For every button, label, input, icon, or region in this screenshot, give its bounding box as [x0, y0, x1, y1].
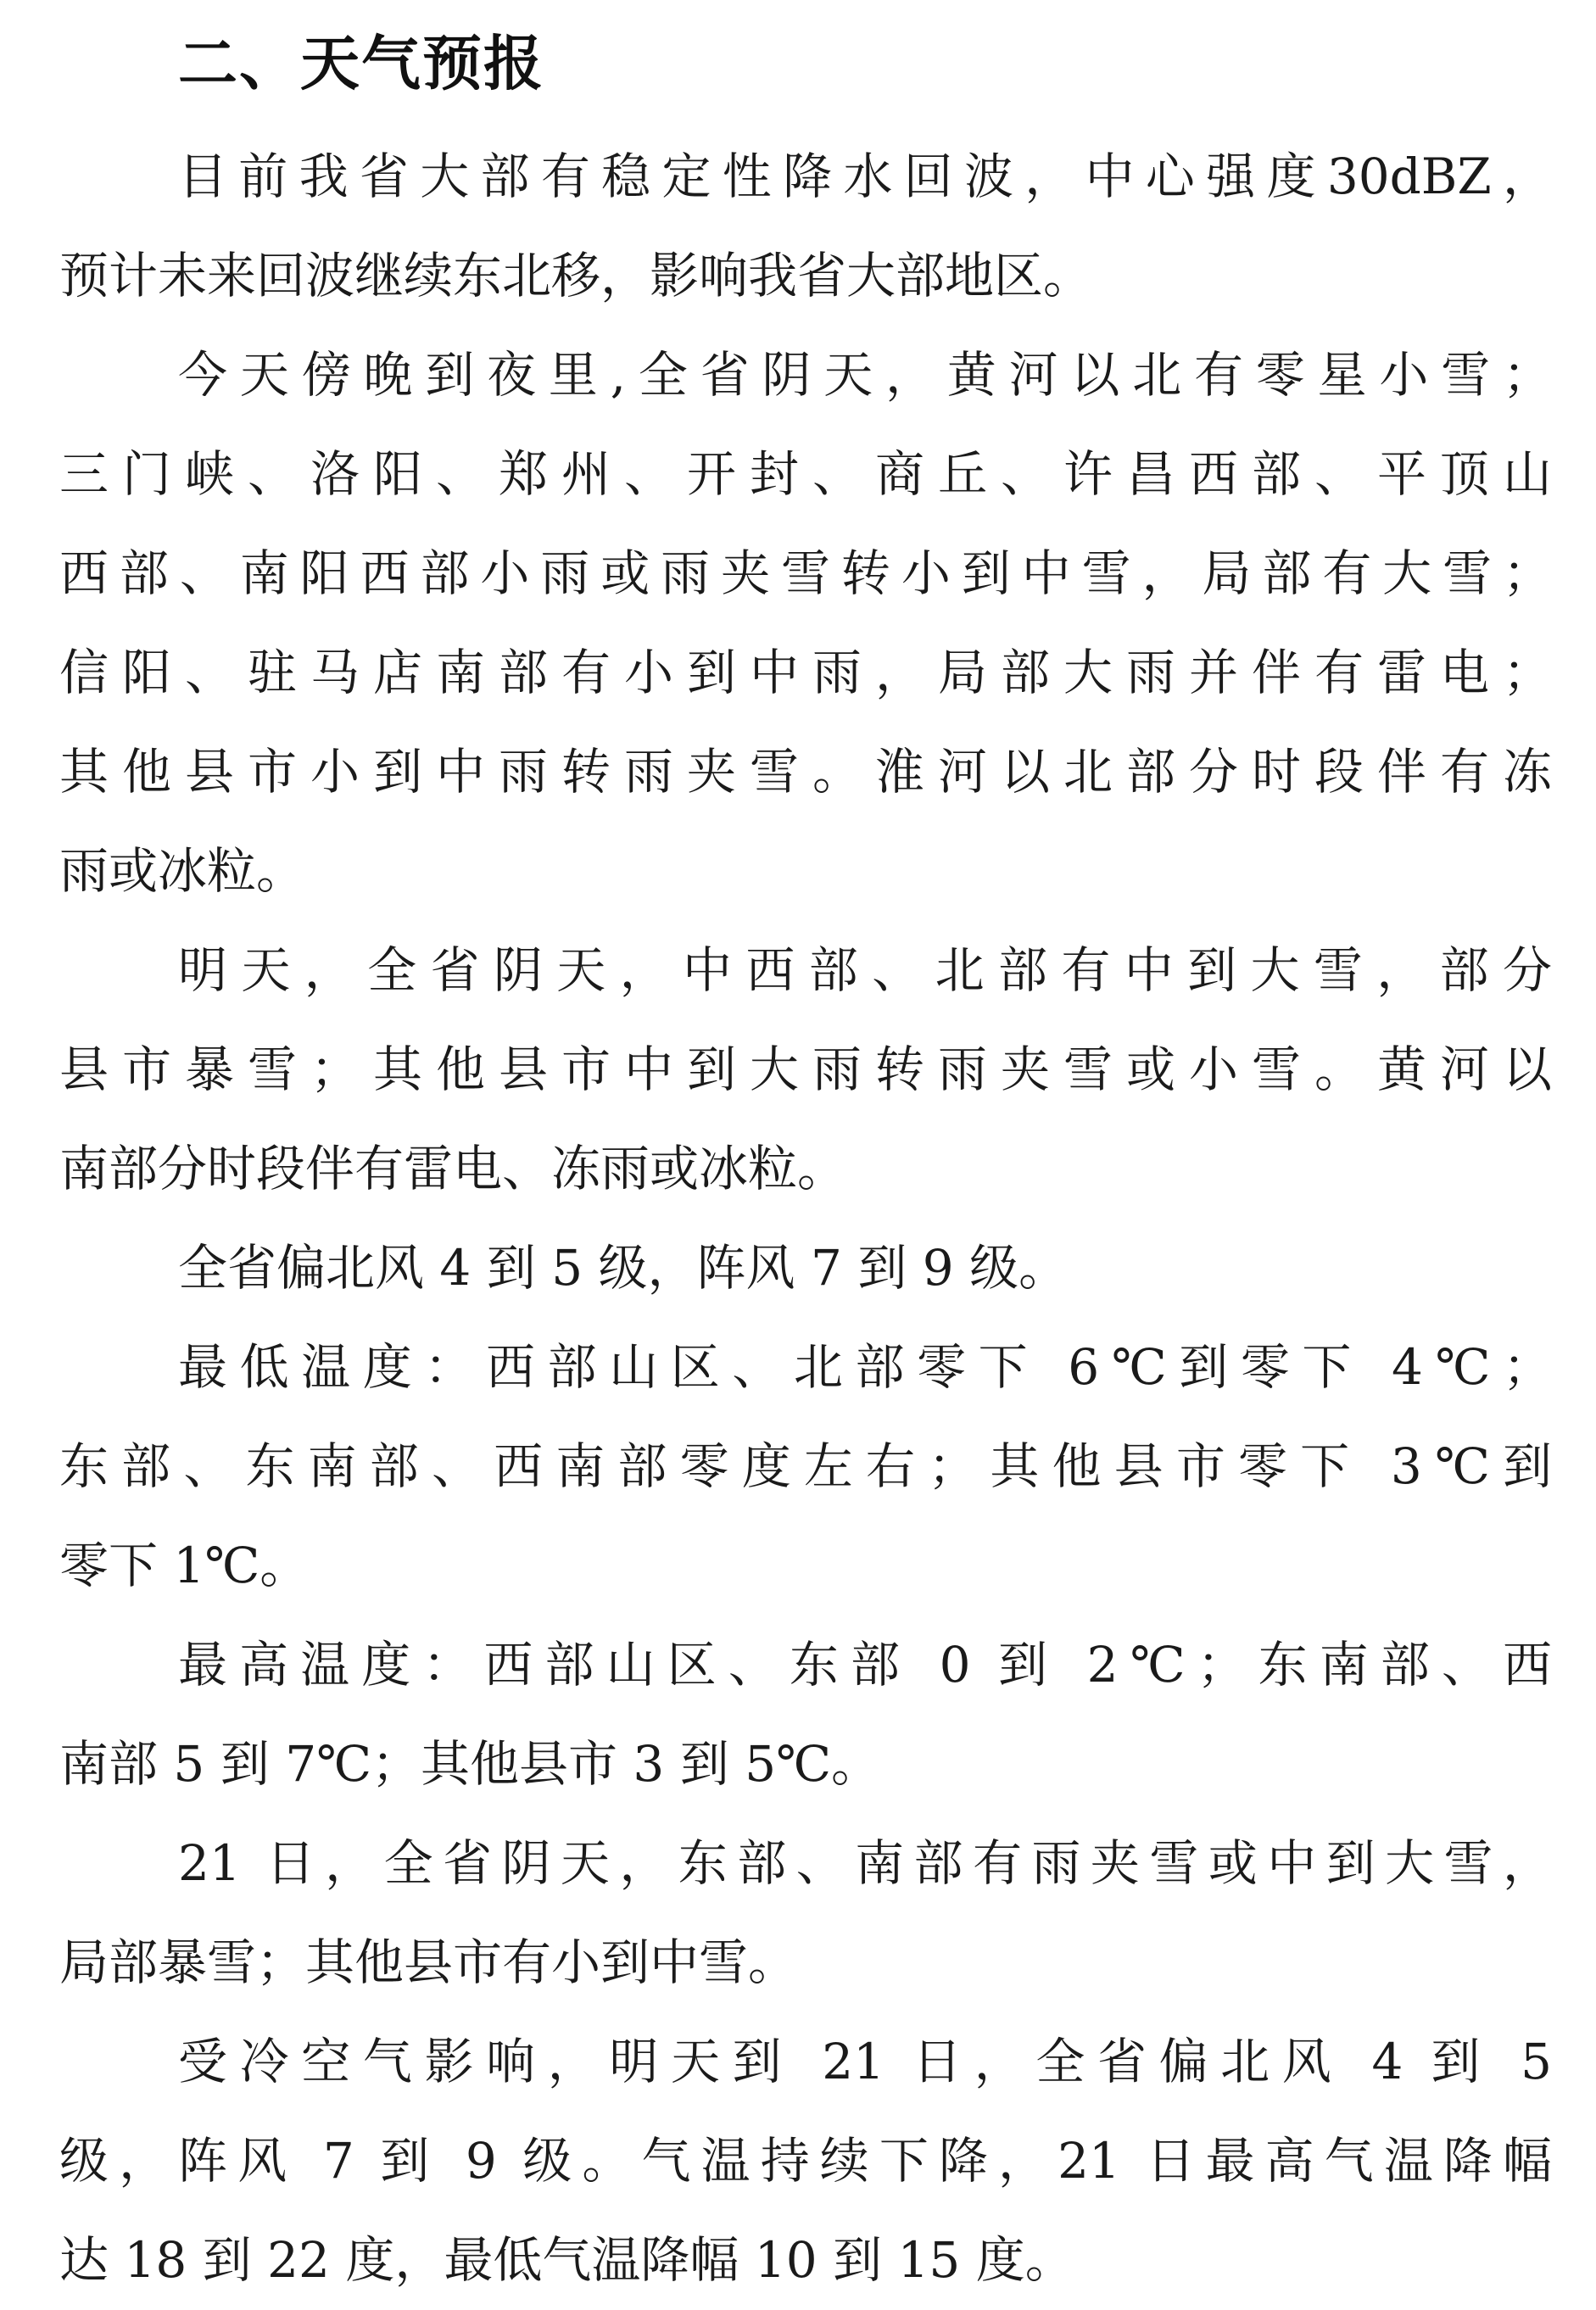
- paragraph-min-temperature: [59, 1318, 1552, 1615]
- paragraph-tonight: [59, 326, 1552, 921]
- forecast-body: [59, 127, 1552, 2310]
- text-line: 最低温度：西部山区、北部零下 6℃到零下 4℃；: [178, 1338, 1552, 1396]
- text-line: 明天，全省阴天，中西部、北部有中到大雪，部分: [178, 941, 1552, 999]
- paragraph-cold-air: [59, 2012, 1552, 2310]
- text-line: 三门峡、洛阳、郑州、开封、商丘、许昌西部、平顶山: [59, 445, 1552, 503]
- text-line: 西部、南阳西部小雨或雨夹雪转小到中雪，局部有大雪；: [59, 544, 1552, 602]
- text-line: 21 日，全省阴天，东部、南部有雨夹雪或中到大雪，: [178, 1834, 1552, 1892]
- text-line: 目前我省大部有稳定性降水回波，中心强度30dBZ，: [178, 148, 1552, 205]
- text-line: 最高温度：西部山区、东部 0 到 2℃；东南部、西: [178, 1636, 1552, 1693]
- text-line: 南部分时段伴有雷电、冻雨或冰粒。: [59, 1140, 847, 1197]
- text-line: 局部暴雪；其他县市有小到中雪。: [59, 1933, 798, 1991]
- text-line: 受冷空气影响，明天到 21 日，全省偏北风 4 到 5: [178, 2033, 1552, 2090]
- paragraph-day-21: [59, 1814, 1552, 2012]
- paragraph-tomorrow: [59, 921, 1552, 1219]
- text-line: 东部、东南部、西南部零度左右；其他县市零下 3℃到: [59, 1437, 1552, 1495]
- text-line: 雨或冰粒。: [59, 842, 306, 900]
- text-line: 级，阵风 7 到 9 级。气温持续下降，21 日最高气温降幅: [59, 2132, 1552, 2190]
- paragraph-radar-echo: [59, 127, 1552, 326]
- text-line: 南部 5 到 7℃；其他县市 3 到 5℃。: [59, 1735, 880, 1793]
- text-line: 信阳、驻马店南部有小到中雨，局部大雨并伴有雷电；: [59, 644, 1552, 701]
- text-line: 今天傍晚到夜里,全省阴天，黄河以北有零星小雪；: [178, 346, 1552, 404]
- section-heading: 二、天气预报: [178, 29, 544, 98]
- paragraph-max-temperature: [59, 1615, 1552, 1814]
- text-line: 其他县市小到中雨转雨夹雪。淮河以北部分时段伴有冻: [59, 743, 1552, 801]
- text-line: 全省偏北风 4 到 5 级，阵风 7 到 9 级。: [178, 1239, 1069, 1297]
- paragraph-wind: [59, 1219, 1552, 1318]
- text-line: 零下 1℃。: [59, 1537, 310, 1594]
- text-line: 县市暴雪；其他县市中到大雨转雨夹雪或小雪。黄河以: [59, 1041, 1552, 1098]
- text-line: 达 18 到 22 度，最低气温降幅 10 到 15 度。: [59, 2231, 1074, 2289]
- text-line: 预计未来回波继续东北移，影响我省大部地区。: [59, 247, 1093, 304]
